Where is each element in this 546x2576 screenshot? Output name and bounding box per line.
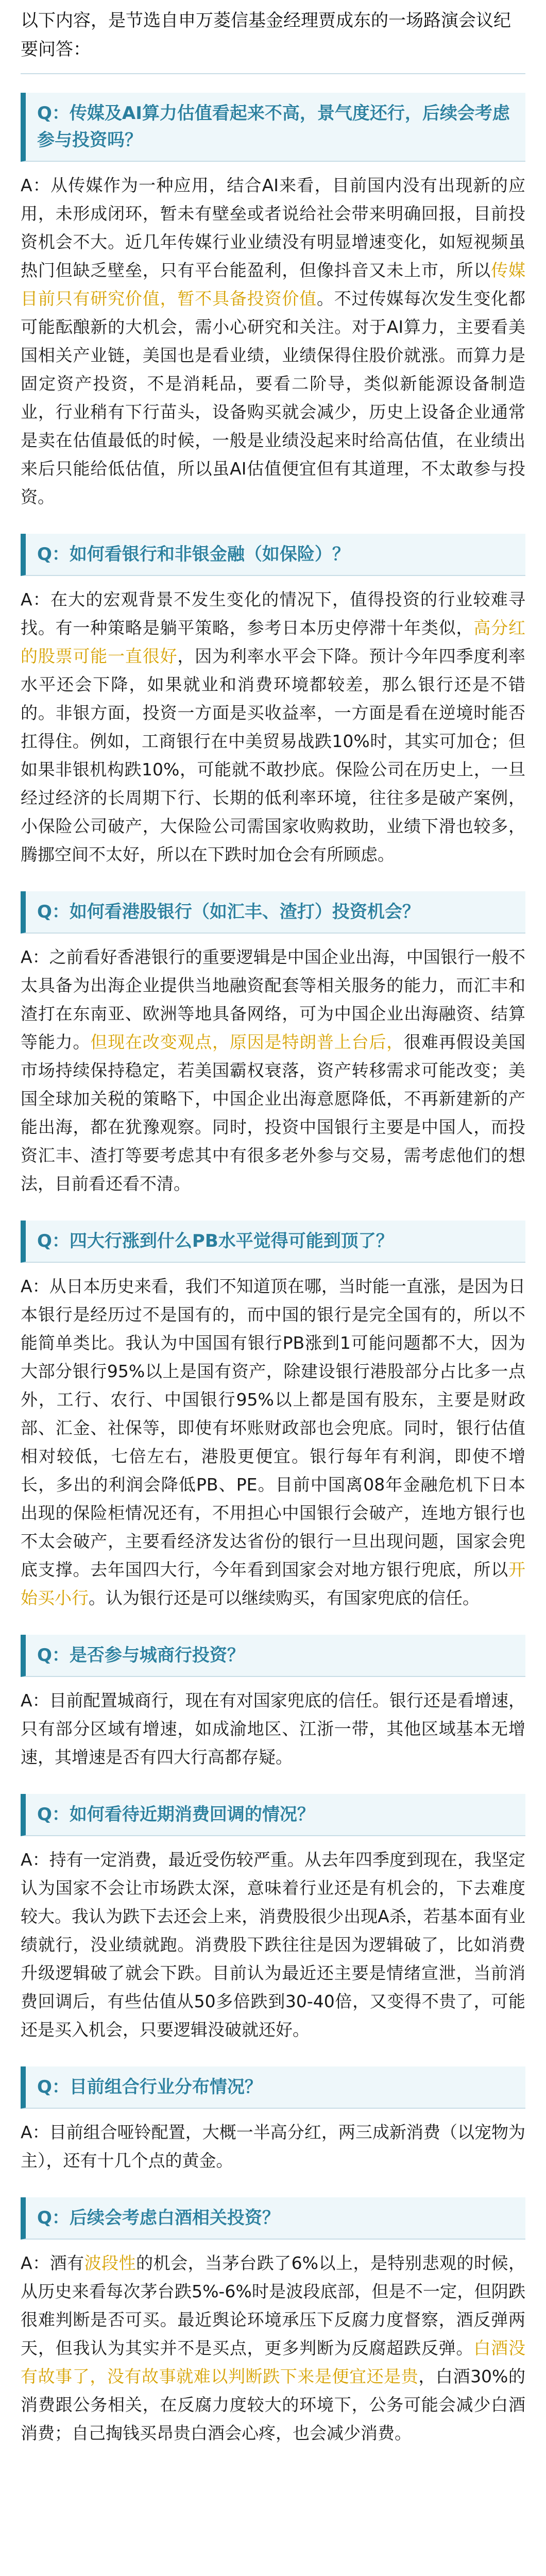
- answer-paragraph: [21, 171, 525, 511]
- answer-paragraph: [21, 1272, 525, 1612]
- qa-list: [21, 93, 525, 2447]
- highlighted-text: 波段性: [84, 2253, 136, 2273]
- qa-block: [21, 93, 525, 511]
- question-heading: Q：如何看待近期消费回调的情况？: [21, 1794, 525, 1836]
- answer-paragraph: [21, 585, 525, 869]
- answer-text: 的机会，当茅台跌了6%以上，是特别悲观的时候，从历史来看每次茅台跌5%-6%时是波段底部，但是不一定，但阴跌很难判断是否可买。最近舆论环境承压下反腐力度督察，酒反弹两天，但我认为其实并不是买点，更多判断为反腐超跌反弹。: [21, 2253, 526, 2358]
- question-heading: Q：如何看银行和非银金融（如保险）？: [21, 534, 525, 576]
- highlighted-text: 传媒目前只有研究价值，暂不具备投资价值: [21, 260, 526, 309]
- qa-block: [21, 534, 525, 869]
- answer-paragraph: [21, 2118, 525, 2175]
- answer-text: A：目前配置城商行，现在有对国家兜底的信任。银行还是看增速，只有部分区域有增速，如成渝地区、江浙一带，其他区域基本无增速，其增速是否有四大行高都存疑。: [21, 1690, 525, 1767]
- qa-block: [21, 1794, 525, 2044]
- answer-text: ，白酒30%的消费跟公务相关，在反腐力度较大的环境下，公务可能会减少白酒消费；自己掏钱买昂贵白酒会心疼，也会减少消费。: [21, 2366, 525, 2443]
- answer-text: 很难再假设美国市场持续保持稳定，若美国霸权衰落，资产转移需求可能改变；美国全球加关税的策略下，中国企业出海意愿降低，不再新建新的产能出海，都在犹豫观察。同时，投资中国银行主要是中国人，而投资汇丰、渣打等要考虑其中有很多老外参与交易，需考虑他们的想法，目前看还看不清。: [21, 1032, 526, 1194]
- answer-text: 。认为银行还是可以继续购买，有国家兜底的信任。: [89, 1588, 480, 1608]
- answer-text: A：之前看好香港银行的重要逻辑是中国企业出海，中国银行一般不太具备为出海企业提供当地融资配套等相关服务的能力，而汇丰和渣打在东南亚、欧洲等地具备网络，可为中国企业出海融资、结算等能力。: [21, 947, 525, 1052]
- qa-block: [21, 2197, 525, 2447]
- question-heading: Q：如何看港股银行（如汇丰、渣打）投资机会？: [21, 891, 525, 934]
- answer-text: A：酒有: [21, 2253, 84, 2273]
- highlighted-text: 但现在改变观点，原因是特朗普上台后，: [90, 1032, 404, 1052]
- answer-text: A：持有一定消费，最近受伤较严重。从去年四季度到现在，我坚定认为国家不会让市场跌太深，意味着行业还是有机会的，下去难度较大。我认为跌下去还会上来，消费股很少出现A杀，若基本面有业绩就行，没业绩就跑。消费股下跌往往是因为逻辑破了，比如消费升级逻辑破了就会下跌。目前认为最近还主要是情绪宣泄，当前消费回调后，有些估值从50多倍跌到30-40倍，又变得不贵了，可能还是买入机会，只要逻辑没破就还好。: [21, 1850, 525, 2040]
- answer-paragraph: [21, 1686, 525, 1771]
- question-heading: Q：目前组合行业分布情况？: [21, 2066, 525, 2109]
- qa-block: [21, 1635, 525, 1771]
- qa-block: [21, 2066, 525, 2175]
- intro-text: 以下内容，是节选自申万菱信基金经理贾成东的一场路演会议纪要问答：: [21, 6, 525, 74]
- question-heading: Q：是否参与城商行投资？: [21, 1635, 525, 1677]
- question-heading: Q：四大行涨到什么PB水平觉得可能到顶了？: [21, 1221, 525, 1263]
- highlighted-text: 高分红的股票可能一直很好: [21, 618, 526, 666]
- question-heading: Q：后续会考虑白酒相关投资？: [21, 2197, 525, 2240]
- answer-text: A：在大的宏观背景不发生变化的情况下，值得投资的行业较难寻找。有一种策略是躺平策略，参考日本历史停滞十年类似，: [21, 589, 525, 638]
- highlighted-text: 白酒没有故事了，没有故事就难以判断跌下来是便宜还是贵: [21, 2338, 526, 2386]
- answer-text: A：从传媒作为一种应用，结合AI来看，目前国内没有出现新的应用，未形成闭环，暂未有壁垒或者说给社会带来明确回报，目前投资机会不大。近几年传媒行业业绩没有明显增速变化，如短视频虽热门但缺乏壁垒，只有平台能盈利，但像抖音又未上市，所以: [21, 175, 525, 280]
- highlighted-text: 开始买小行: [21, 1560, 525, 1608]
- answer-text: 。不过传媒每次发生变化都可能酝酿新的大机会，需小心研究和关注。对于AI算力，主要看美国相关产业链，美国也是看业绩，业绩保得住股价就涨。而算力是固定资产投资，不是消耗品，要看二阶导，类似新能源设备制造业，行业稍有下行苗头，设备购买就会减少，历史上设备企业通常是卖在估值最低的时候，一般是业绩没起来时给高估值，在业绩出来后只能给低估值，所以虽AI估值便宜但有其道理，不太敢参与投资。: [21, 289, 526, 507]
- question-heading: Q：传媒及AI算力估值看起来不高，景气度还行，后续会考虑参与投资吗？: [21, 93, 525, 162]
- answer-text: ，因为利率水平会下降。预计今年四季度利率水平还会下降，如果就业和消费环境都较差，那么银行还是不错的。非银方面，投资一方面是买收益率，一方面是看在逆境时能否扛得住。例如，工商银行在中美贸易战跌10%时，其实可加仓；但如果非银机构跌10%，可能就不敢抄底。保险公司在历史上，一旦经过经济的长周期下行、长期的低利率环境，往往多是破产案例，小保险公司破产，大保险公司需国家收购救助，业绩下滑也较多，腾挪空间不太好，所以在下跌时加仓会有所顾虑。: [21, 646, 526, 865]
- answer-paragraph: [21, 2249, 525, 2447]
- answer-paragraph: [21, 1845, 525, 2044]
- answer-text: A：从日本历史来看，我们不知道顶在哪，当时能一直涨，是因为日本银行是经历过不是国有的，而中国的银行是完全国有的，所以不能简单类比。我认为中国国有银行PB涨到1可能问题都不大，因为大部分银行95%以上是国有资产，除建设银行港股部分占比多一点外，工行、农行、中国银行95%以上都是国有股东，主要是财政部、汇金、社保等，即使有坏账财政部也会兜底。同时，银行估值相对较低，七倍左右，港股更便宜。银行每年有利润，即使不增长，多出的利润会降低PB、PE。目前中国离08年金融危机下日本出现的保险柜情况还有，不用担心中国银行会破产，连地方银行也不太会破产，主要看经济发达省份的银行一旦出现问题，国家会兜底支撑。去年国四大行，今年看到国家会对地方银行兜底，所以: [21, 1276, 525, 1580]
- qa-block: [21, 891, 525, 1198]
- answer-text: A：目前组合哑铃配置，大概一半高分红，两三成新消费（以宠物为主），还有十几个点的黄金。: [21, 2122, 525, 2171]
- qa-block: [21, 1221, 525, 1612]
- answer-paragraph: [21, 943, 525, 1198]
